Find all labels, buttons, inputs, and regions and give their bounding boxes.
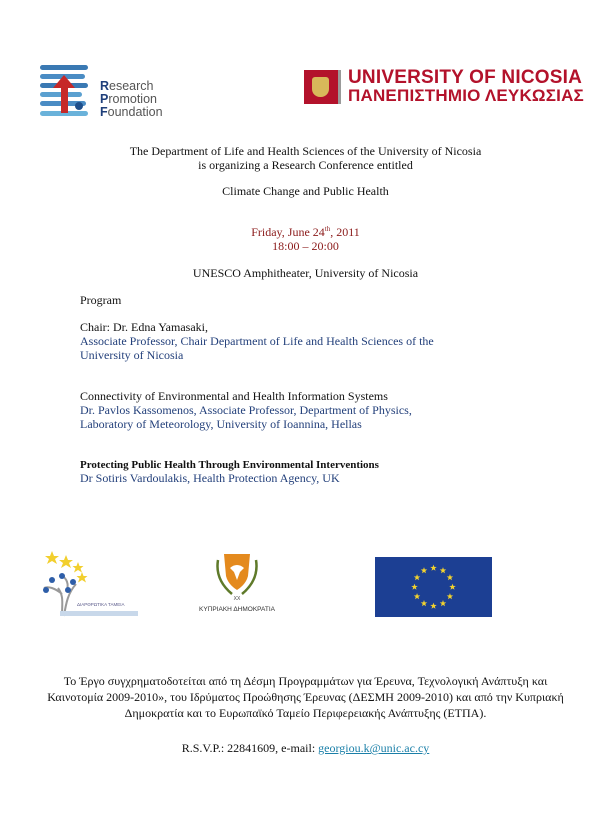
eu-star-icon — [447, 593, 453, 599]
rpf-stripes-icon — [40, 63, 90, 119]
funding-line-2: Καινοτομία 2009-2010», του Ιδρύματος Προώθησης Έρευνας (ΔΕΣΜΗ 2009-2010) και από την Κυπριακή — [47, 690, 564, 704]
program-heading: Program — [80, 293, 122, 307]
talk-2-title: Protecting Public Health Through Environmental Interventions — [80, 459, 379, 471]
event-venue: UNESCO Amphitheater, University of Nicosia — [192, 266, 419, 280]
rsvp-line — [0, 740, 611, 756]
eu-star-icon — [440, 567, 446, 573]
cyprus-text: ΚΥΠΡΙΑΚΗ ΔΗΜΟΚΡΑΤΙΑ — [199, 606, 275, 613]
event-date: Friday, June 24th, 2011 — [251, 225, 360, 239]
tree-with-stars-icon — [40, 548, 140, 620]
unic-name-english: UNIVERSITY OF NICOSIA — [348, 67, 582, 88]
eu-star-icon — [421, 600, 427, 606]
rpf-wordmark: Research Promotion Foundation — [100, 79, 163, 119]
funding-line-1: Το Έργο συγχρηματοδοτείται από τη Δέσμη Προγραμμάτων για Έρευνα, Τεχνολογική Ανάπτυξη και — [63, 674, 548, 688]
structural-funds-text: ΔΙΑΡΘΡΩΤΙΚΑ ΤΑΜΕΙΑ — [77, 602, 125, 607]
talk-1-speaker-line-2: Laboratory of Meteorology, University of Ioannina, Hellas — [80, 417, 362, 431]
funding-line-3: Δημοκρατία και το Ευρωπαϊκό Ταμείο Περιφερειακής Ανάπτυξης (ΕΤΠΑ). — [124, 706, 487, 720]
svg-text:XX: XX — [233, 596, 241, 602]
republic-of-cyprus-logo — [190, 550, 285, 616]
event-time: 18:00 – 20:00 — [272, 239, 339, 253]
university-of-nicosia-logo — [304, 68, 586, 106]
research-promotion-foundation-logo — [40, 63, 175, 121]
chair-name: Chair: Dr. Edna Yamasaki, — [80, 320, 208, 334]
eu-star-icon — [430, 603, 436, 609]
eu-star-icon — [440, 600, 446, 606]
eu-stars-icon — [375, 557, 492, 617]
rsvp-text: R.S.V.P.: 22841609, e-mail: — [181, 741, 319, 755]
cyprus-coat-of-arms-icon — [190, 550, 285, 616]
eu-star-icon — [421, 567, 427, 573]
eu-star-icon — [414, 574, 420, 580]
structural-funds-logo — [40, 548, 140, 620]
eu-star-icon — [447, 574, 453, 580]
eu-star-icon — [430, 565, 436, 571]
eu-flag — [375, 557, 492, 617]
intro-line-1: The Department of Life and Health Sciences of the University of Nicosia — [129, 144, 482, 158]
talk-1-speaker-line-1: Dr. Pavlos Kassomenos, Associate Professor, Department of Physics, — [80, 403, 412, 417]
unic-name-greek: ΠΑΝΕΠΙΣΤΗΜΙΟ ΛΕΥΚΩΣΙΑΣ — [348, 86, 584, 105]
talk-1-title: Connectivity of Environmental and Health Information Systems — [80, 389, 388, 403]
chair-title-line-1: Associate Professor, Chair Department of Life and Health Sciences of the — [80, 334, 434, 348]
email-link[interactable]: georgiou.k@unic.ac.cy — [318, 741, 430, 755]
talk-2-speaker: Dr Sotiris Vardoulakis, Health Protection Agency, UK — [80, 471, 340, 485]
eu-star-icon — [411, 584, 417, 590]
unic-crest-icon — [304, 70, 341, 104]
intro-line-2: is organizing a Research Conference entitled — [198, 158, 413, 172]
eu-star-icon — [449, 584, 455, 590]
chair-title-line-2: University of Nicosia — [80, 348, 184, 362]
conference-title: Climate Change and Public Health — [222, 184, 389, 198]
eu-star-icon — [414, 593, 420, 599]
